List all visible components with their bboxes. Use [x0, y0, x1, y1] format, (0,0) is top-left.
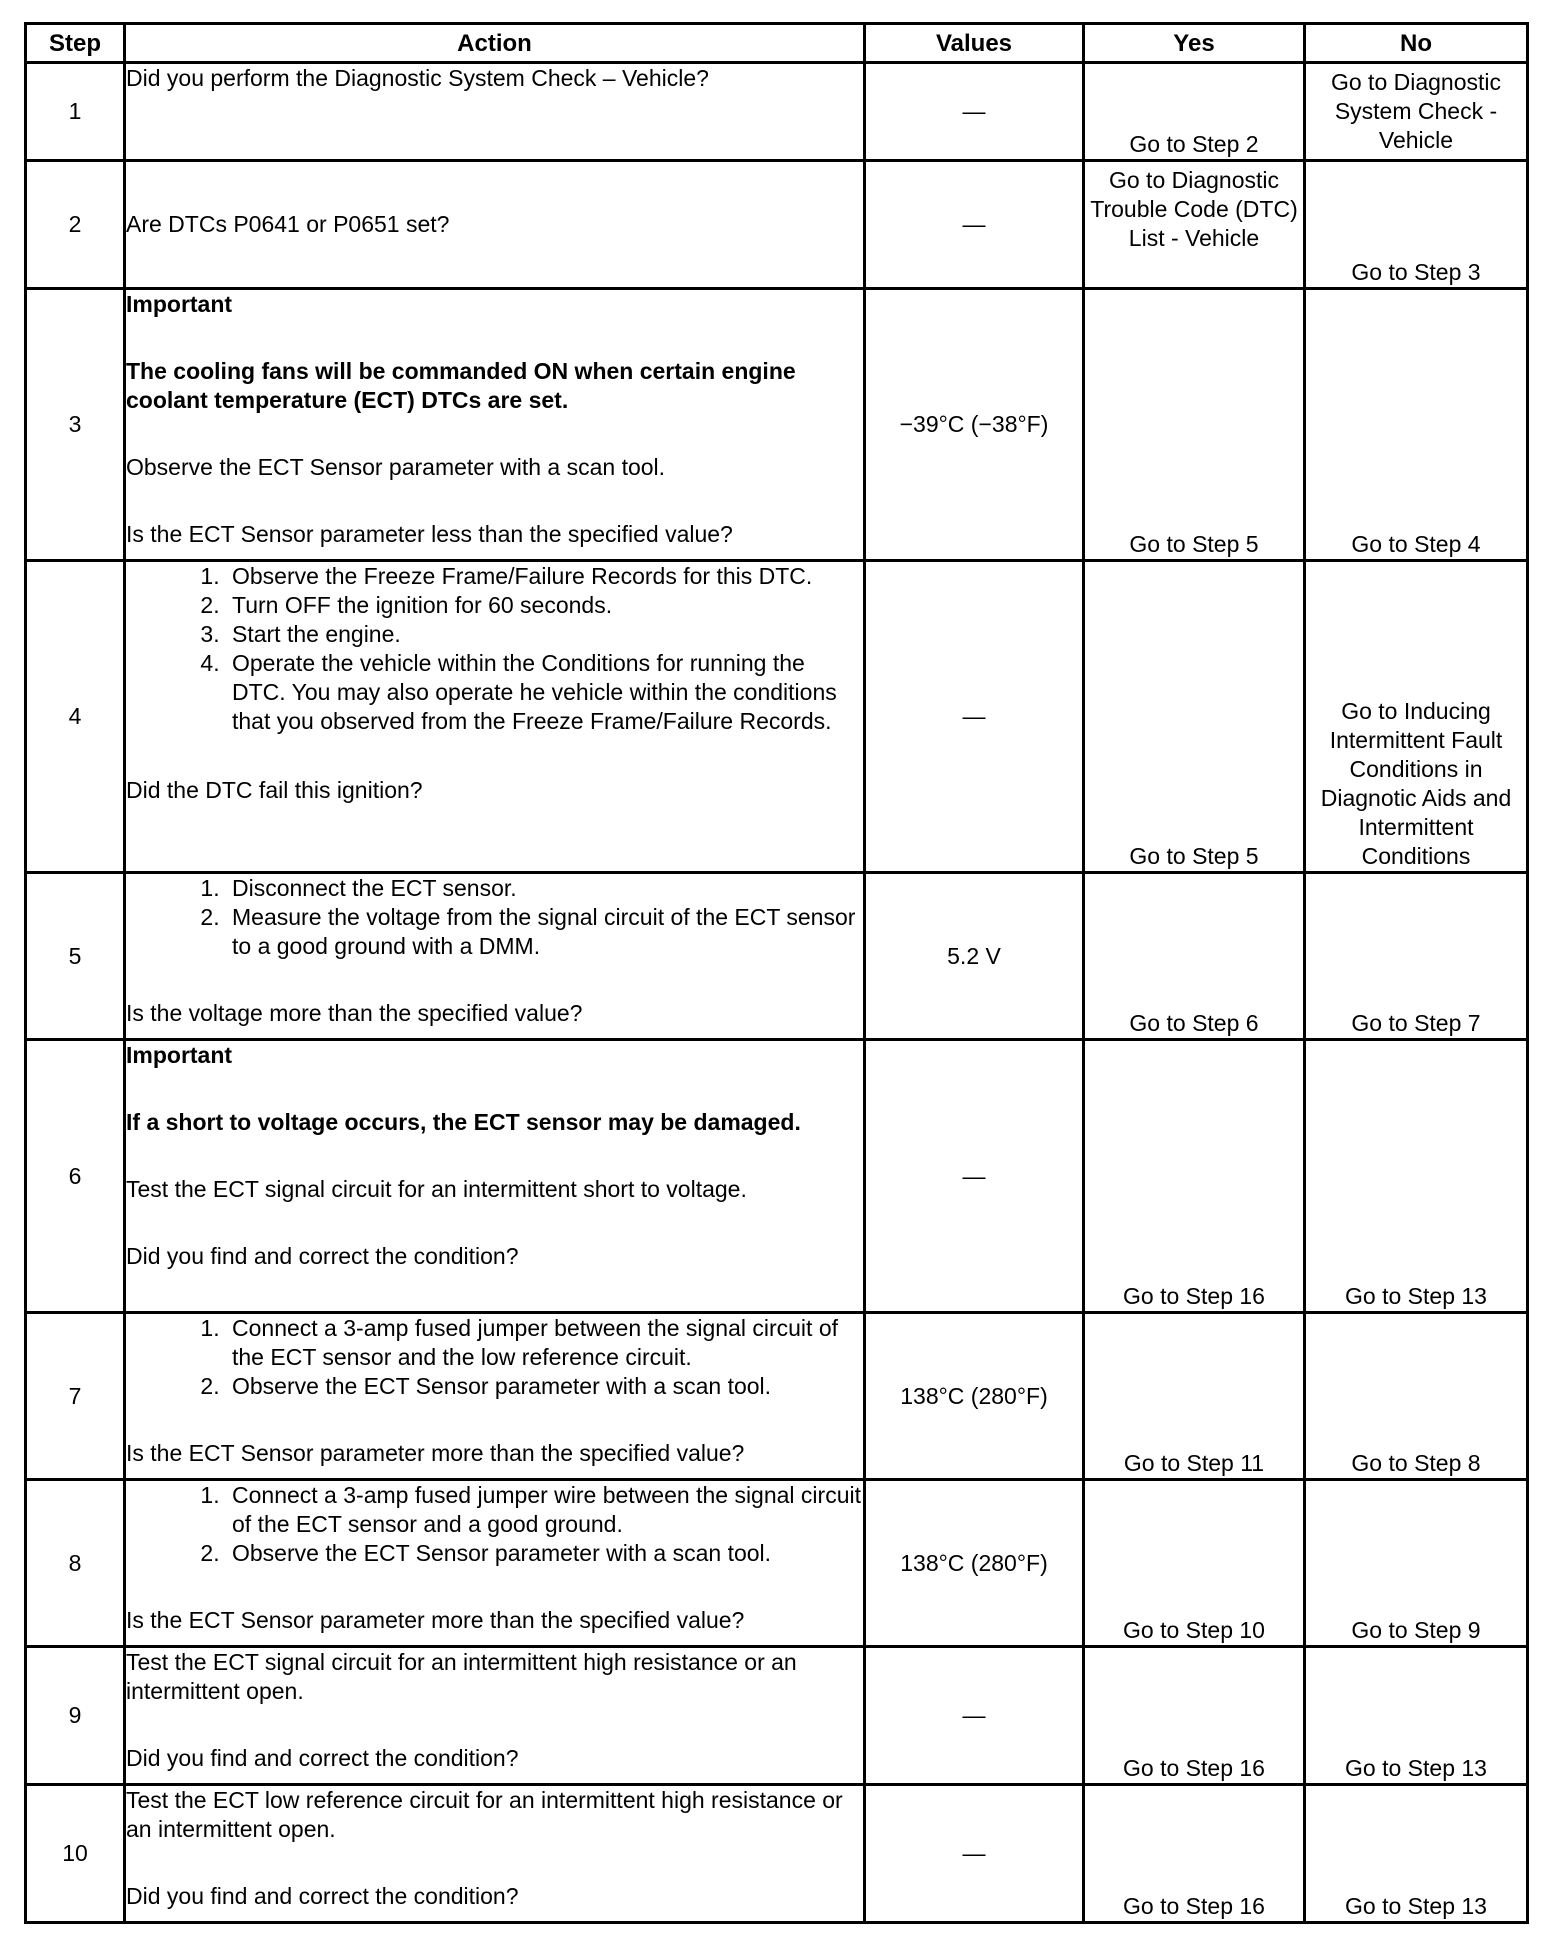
- action-cell: [125, 1313, 865, 1480]
- action-steps: [126, 874, 863, 961]
- important-label: Important: [126, 291, 233, 317]
- action-question: Did you find and correct the condition?: [126, 1883, 519, 1909]
- table-row: [26, 1785, 1528, 1923]
- action-question: Are DTCs P0641 or P0651 set?: [126, 211, 450, 237]
- yes-cell: Go to Step 5: [1084, 561, 1305, 873]
- action-question: Is the ECT Sensor parameter more than the specified value?: [126, 1607, 745, 1633]
- step-number: 8: [26, 1480, 125, 1647]
- header-values: Values: [865, 24, 1084, 63]
- action-step-item: 2. Observe the ECT Sensor parameter with a scan tool.: [226, 1372, 863, 1401]
- action-step-item: 1. Disconnect the ECT sensor.: [226, 874, 863, 903]
- action-instruction: Test the ECT signal circuit for an intermittent high resistance or an intermittent open.: [126, 1649, 797, 1704]
- yes-cell: Go to Step 16: [1084, 1040, 1305, 1313]
- no-cell: Go to Step 3: [1305, 161, 1528, 289]
- action-steps: [126, 562, 863, 736]
- action-cell: [125, 561, 865, 873]
- action-instruction: Test the ECT low reference circuit for an intermittent high resistance or an intermittent open.: [126, 1787, 843, 1842]
- action-cell: [125, 1040, 865, 1313]
- action-step-item: 2. Observe the ECT Sensor parameter with a scan tool.: [226, 1539, 863, 1568]
- table-row: [26, 561, 1528, 873]
- step-number: 9: [26, 1647, 125, 1785]
- value-cell: —: [865, 161, 1084, 289]
- step-number: 4: [26, 561, 125, 873]
- table-row: [26, 289, 1528, 561]
- action-instruction: Test the ECT signal circuit for an intermittent short to voltage.: [126, 1176, 747, 1202]
- value-cell: —: [865, 63, 1084, 161]
- no-cell: Go to Step 9: [1305, 1480, 1528, 1647]
- action-step-item: 1. Connect a 3-amp fused jumper between the signal circuit of the ECT sensor and the low reference circuit.: [226, 1314, 863, 1372]
- header-yes: Yes: [1084, 24, 1305, 63]
- table-row: [26, 1313, 1528, 1480]
- action-question: Is the ECT Sensor parameter less than the specified value?: [126, 521, 733, 547]
- no-cell: Go to Step 13: [1305, 1647, 1528, 1785]
- value-cell: —: [865, 1785, 1084, 1923]
- action-question: Is the ECT Sensor parameter more than the specified value?: [126, 1440, 745, 1466]
- step-number: 6: [26, 1040, 125, 1313]
- step-number: 3: [26, 289, 125, 561]
- step-number: 10: [26, 1785, 125, 1923]
- no-cell: Go to Step 7: [1305, 873, 1528, 1040]
- no-cell: Go to Step 4: [1305, 289, 1528, 561]
- value-cell: −39°C (−38°F): [865, 289, 1084, 561]
- action-cell: [125, 161, 865, 289]
- action-question: Did you find and correct the condition?: [126, 1243, 519, 1269]
- action-steps: [126, 1314, 863, 1401]
- yes-cell: Go to Step 10: [1084, 1480, 1305, 1647]
- step-number: 5: [26, 873, 125, 1040]
- table-row: [26, 63, 1528, 161]
- step-number: 7: [26, 1313, 125, 1480]
- action-step-item: 1. Connect a 3-amp fused jumper wire between the signal circuit of the ECT sensor and a good ground.: [226, 1481, 863, 1539]
- value-cell: —: [865, 561, 1084, 873]
- action-cell: [125, 1785, 865, 1923]
- important-text: If a short to voltage occurs, the ECT sensor may be damaged.: [126, 1109, 801, 1135]
- value-cell: 138°C (280°F): [865, 1480, 1084, 1647]
- yes-cell: Go to Step 6: [1084, 873, 1305, 1040]
- action-step-item: 2. Measure the voltage from the signal circuit of the ECT sensor to a good ground with a DMM.: [226, 903, 863, 961]
- action-step-item: 4. Operate the vehicle within the Conditions for running the DTC. You may also operate he vehicle within the conditions that you observed from the Freeze Frame/Failure Records.: [226, 649, 863, 736]
- action-steps: [126, 1481, 863, 1568]
- important-text: The cooling fans will be commanded ON when certain engine coolant temperature (ECT) DTCs are set.: [126, 358, 796, 413]
- table-row: [26, 161, 1528, 289]
- action-question: Is the voltage more than the specified value?: [126, 1000, 583, 1026]
- action-cell: [125, 289, 865, 561]
- action-cell: [125, 1647, 865, 1785]
- action-cell: [125, 63, 865, 161]
- yes-cell: Go to Step 2: [1084, 63, 1305, 161]
- table-row: [26, 873, 1528, 1040]
- action-cell: [125, 1480, 865, 1647]
- yes-cell: Go to Step 5: [1084, 289, 1305, 561]
- action-instruction: Observe the ECT Sensor parameter with a scan tool.: [126, 454, 666, 480]
- action-cell: [125, 873, 865, 1040]
- action-step-item: 2. Turn OFF the ignition for 60 seconds.: [226, 591, 863, 620]
- table-row: [26, 1647, 1528, 1785]
- action-step-item: 1. Observe the Freeze Frame/Failure Records for this DTC.: [226, 562, 863, 591]
- table-row: [26, 1480, 1528, 1647]
- header-row: [26, 24, 1528, 63]
- important-label: Important: [126, 1042, 233, 1068]
- no-cell: Go to Diagnostic System Check - Vehicle: [1305, 63, 1528, 161]
- step-number: 2: [26, 161, 125, 289]
- header-no: No: [1305, 24, 1528, 63]
- table-row: [26, 1040, 1528, 1313]
- value-cell: 138°C (280°F): [865, 1313, 1084, 1480]
- yes-cell: Go to Step 16: [1084, 1647, 1305, 1785]
- value-cell: —: [865, 1040, 1084, 1313]
- yes-cell: Go to Step 16: [1084, 1785, 1305, 1923]
- step-number: 1: [26, 63, 125, 161]
- yes-cell: Go to Diagnostic Trouble Code (DTC) List - Vehicle: [1084, 161, 1305, 289]
- action-step-item: 3. Start the engine.: [226, 620, 863, 649]
- no-cell: Go to Step 13: [1305, 1785, 1528, 1923]
- no-cell: Go to Step 13: [1305, 1040, 1528, 1313]
- action-question: Did the DTC fail this ignition?: [126, 777, 423, 803]
- header-action: Action: [125, 24, 865, 63]
- no-cell: Go to Inducing Intermittent Fault Conditions in Diagnotic Aids and Intermittent Conditions: [1305, 561, 1528, 873]
- no-cell: Go to Step 8: [1305, 1313, 1528, 1480]
- value-cell: —: [865, 1647, 1084, 1785]
- header-step: Step: [26, 24, 125, 63]
- yes-cell: Go to Step 11: [1084, 1313, 1305, 1480]
- value-cell: 5.2 V: [865, 873, 1084, 1040]
- action-question: Did you find and correct the condition?: [126, 1745, 519, 1771]
- action-question: Did you perform the Diagnostic System Check – Vehicle?: [126, 65, 709, 91]
- diagnostic-table: [24, 22, 1529, 1924]
